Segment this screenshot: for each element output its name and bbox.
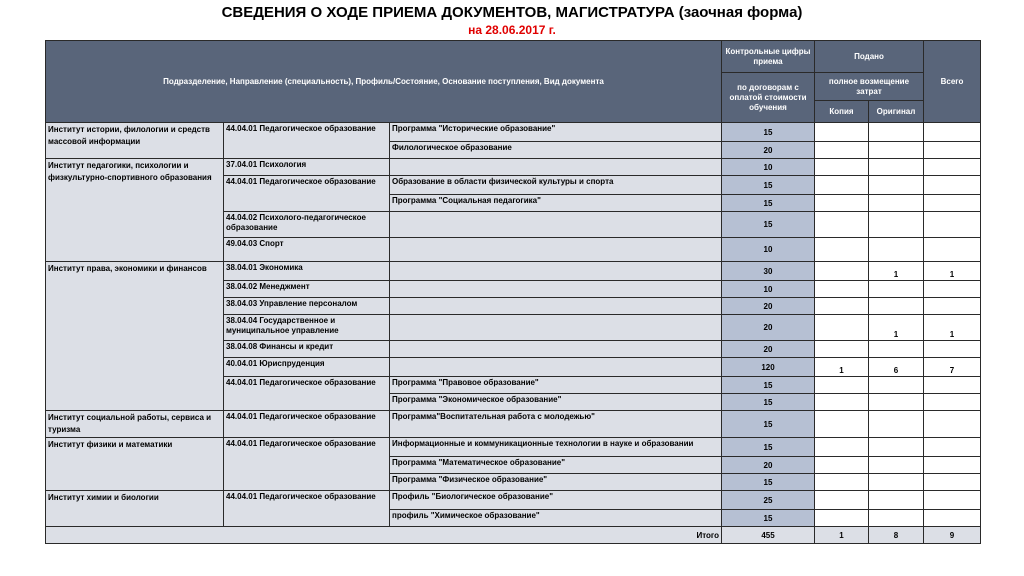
institute-name: Институт физики и математики xyxy=(46,438,224,491)
direction-cell: 38.04.03 Управление персоналом xyxy=(224,298,390,315)
original-cell xyxy=(869,510,924,527)
table-row xyxy=(46,262,981,281)
total-cell xyxy=(924,510,981,527)
total-cell xyxy=(924,195,981,212)
profile-cell: Программа "Экономическое образование" xyxy=(390,394,722,411)
direction-cell: 38.04.08 Финансы и кредит xyxy=(224,341,390,358)
direction-cell: 37.04.01 Психология xyxy=(224,159,390,176)
copy-cell xyxy=(815,315,869,341)
control-figure-cell: 120 xyxy=(722,358,815,377)
direction-cell: 49.04.03 Спорт xyxy=(224,238,390,262)
direction-cell: 44.04.01 Педагогическое образование xyxy=(224,491,390,527)
control-figure-cell: 20 xyxy=(722,142,815,159)
total-cell xyxy=(924,457,981,474)
copy-cell xyxy=(815,438,869,457)
total-cell xyxy=(924,159,981,176)
header-main: Подразделение, Направление (специальность), Профиль/Состояние, Основание поступления, Вид документа xyxy=(46,41,722,123)
copy-cell xyxy=(815,341,869,358)
control-figure-cell: 30 xyxy=(722,262,815,281)
original-cell xyxy=(869,457,924,474)
institute-name: Институт химии и биологии xyxy=(46,491,224,527)
total-cell xyxy=(924,474,981,491)
total-cell: 1 xyxy=(924,315,981,341)
direction-cell: 44.04.02 Психолого-педагогическое образование xyxy=(224,212,390,238)
profile-cell xyxy=(390,159,722,176)
copy-cell xyxy=(815,262,869,281)
original-cell xyxy=(869,212,924,238)
original-cell xyxy=(869,195,924,212)
total-label: Итого xyxy=(46,527,722,544)
header-kc: Контрольные цифры приема xyxy=(722,41,815,73)
direction-cell: 44.04.01 Педагогическое образование xyxy=(224,411,390,438)
direction-cell: 44.04.01 Педагогическое образование xyxy=(224,176,390,212)
control-figure-cell: 10 xyxy=(722,238,815,262)
table-row xyxy=(46,491,981,510)
original-cell xyxy=(869,438,924,457)
table-row xyxy=(46,438,981,457)
copy-cell xyxy=(815,159,869,176)
profile-cell: Программа "Математическое образование" xyxy=(390,457,722,474)
control-figure-cell: 20 xyxy=(722,298,815,315)
original-cell: 1 xyxy=(869,315,924,341)
profile-cell xyxy=(390,262,722,281)
copy-cell xyxy=(815,142,869,159)
copy-cell xyxy=(815,510,869,527)
copy-cell xyxy=(815,212,869,238)
profile-cell: Программа"Воспитательная работа с молодежью" xyxy=(390,411,722,438)
header-original: Оригинал xyxy=(869,101,924,123)
profile-cell xyxy=(390,315,722,341)
header-total: Всего xyxy=(924,41,981,123)
control-figure-cell: 15 xyxy=(722,411,815,438)
profile-cell xyxy=(390,341,722,358)
copy-cell xyxy=(815,491,869,510)
profile-cell: Программа "Исторические образование" xyxy=(390,123,722,142)
table-row xyxy=(46,411,981,438)
table-row xyxy=(46,123,981,142)
institute-name: Институт истории, филологии и средств массовой информации xyxy=(46,123,224,159)
original-cell: 1 xyxy=(869,262,924,281)
report-date: на 28.06.2017 г. xyxy=(468,23,556,37)
copy-cell: 1 xyxy=(815,358,869,377)
copy-cell xyxy=(815,474,869,491)
institute-name: Институт педагогики, психологии и физкультурно-спортивного образования xyxy=(46,159,224,262)
control-figure-cell: 15 xyxy=(722,123,815,142)
total-kc: 455 xyxy=(722,527,815,544)
profile-cell xyxy=(390,212,722,238)
profile-cell: профиль "Химическое образование" xyxy=(390,510,722,527)
total-cell xyxy=(924,394,981,411)
copy-cell xyxy=(815,195,869,212)
copy-cell xyxy=(815,298,869,315)
control-figure-cell: 15 xyxy=(722,212,815,238)
direction-cell: 38.04.01 Экономика xyxy=(224,262,390,281)
control-figure-cell: 15 xyxy=(722,195,815,212)
original-cell xyxy=(869,474,924,491)
control-figure-cell: 10 xyxy=(722,159,815,176)
institute-name: Институт права, экономики и финансов xyxy=(46,262,224,411)
control-figure-cell: 15 xyxy=(722,377,815,394)
copy-cell xyxy=(815,377,869,394)
table-body xyxy=(46,123,981,527)
direction-cell: 44.04.01 Педагогическое образование xyxy=(224,377,390,411)
header-full-comp: полное возмещение затрат xyxy=(815,73,924,101)
total-original: 8 xyxy=(869,527,924,544)
original-cell xyxy=(869,377,924,394)
direction-cell: 40.04.01 Юриспруденция xyxy=(224,358,390,377)
control-figure-cell: 20 xyxy=(722,341,815,358)
profile-cell: Программа "Правовое образование" xyxy=(390,377,722,394)
total-cell xyxy=(924,438,981,457)
total-cell: 1 xyxy=(924,262,981,281)
original-cell xyxy=(869,341,924,358)
original-cell: 6 xyxy=(869,358,924,377)
original-cell xyxy=(869,159,924,176)
total-cell xyxy=(924,491,981,510)
copy-cell xyxy=(815,457,869,474)
original-cell xyxy=(869,394,924,411)
control-figure-cell: 20 xyxy=(722,457,815,474)
original-cell xyxy=(869,176,924,195)
total-all: 9 xyxy=(924,527,981,544)
profile-cell xyxy=(390,238,722,262)
original-cell xyxy=(869,123,924,142)
control-figure-cell: 20 xyxy=(722,315,815,341)
copy-cell xyxy=(815,394,869,411)
original-cell xyxy=(869,281,924,298)
institute-name: Институт социальной работы, сервиса и туризма xyxy=(46,411,224,438)
profile-cell: Программа "Социальная педагогика" xyxy=(390,195,722,212)
direction-cell: 44.04.01 Педагогическое образование xyxy=(224,123,390,159)
total-row xyxy=(46,527,981,544)
control-figure-cell: 25 xyxy=(722,491,815,510)
control-figure-cell: 15 xyxy=(722,510,815,527)
control-figure-cell: 15 xyxy=(722,438,815,457)
original-cell xyxy=(869,142,924,159)
header-copy: Копия xyxy=(815,101,869,123)
admission-table xyxy=(45,40,981,544)
total-cell xyxy=(924,212,981,238)
header-kc-sub: по договорам с оплатой стоимости обучения xyxy=(722,73,815,123)
total-cell xyxy=(924,377,981,394)
profile-cell: Филологическое образование xyxy=(390,142,722,159)
profile-cell: Образование в области физической культуры и спорта xyxy=(390,176,722,195)
original-cell xyxy=(869,298,924,315)
profile-cell: Программа "Физическое образование" xyxy=(390,474,722,491)
total-cell xyxy=(924,341,981,358)
total-cell xyxy=(924,123,981,142)
original-cell xyxy=(869,491,924,510)
profile-cell: Информационные и коммуникационные технологии в науке и образовании xyxy=(390,438,722,457)
total-cell xyxy=(924,298,981,315)
page-title: СВЕДЕНИЯ О ХОДЕ ПРИЕМА ДОКУМЕНТОВ, МАГИСТРАТУРА (заочная форма) xyxy=(221,4,803,21)
original-cell xyxy=(869,238,924,262)
copy-cell xyxy=(815,411,869,438)
total-cell xyxy=(924,176,981,195)
original-cell xyxy=(869,411,924,438)
control-figure-cell: 15 xyxy=(722,474,815,491)
copy-cell xyxy=(815,123,869,142)
control-figure-cell: 15 xyxy=(722,394,815,411)
table-row xyxy=(46,159,981,176)
control-figure-cell: 10 xyxy=(722,281,815,298)
profile-cell: Профиль "Биологическое образование" xyxy=(390,491,722,510)
total-cell xyxy=(924,411,981,438)
total-cell: 7 xyxy=(924,358,981,377)
header-submitted: Подано xyxy=(815,41,924,73)
copy-cell xyxy=(815,176,869,195)
direction-cell: 38.04.02 Менеджмент xyxy=(224,281,390,298)
copy-cell xyxy=(815,281,869,298)
total-cell xyxy=(924,142,981,159)
total-cell xyxy=(924,281,981,298)
direction-cell: 38.04.04 Государственное и муниципальное управление xyxy=(224,315,390,341)
profile-cell xyxy=(390,358,722,377)
direction-cell: 44.04.01 Педагогическое образование xyxy=(224,438,390,491)
profile-cell xyxy=(390,298,722,315)
profile-cell xyxy=(390,281,722,298)
total-cell xyxy=(924,238,981,262)
copy-cell xyxy=(815,238,869,262)
total-copy: 1 xyxy=(815,527,869,544)
control-figure-cell: 15 xyxy=(722,176,815,195)
